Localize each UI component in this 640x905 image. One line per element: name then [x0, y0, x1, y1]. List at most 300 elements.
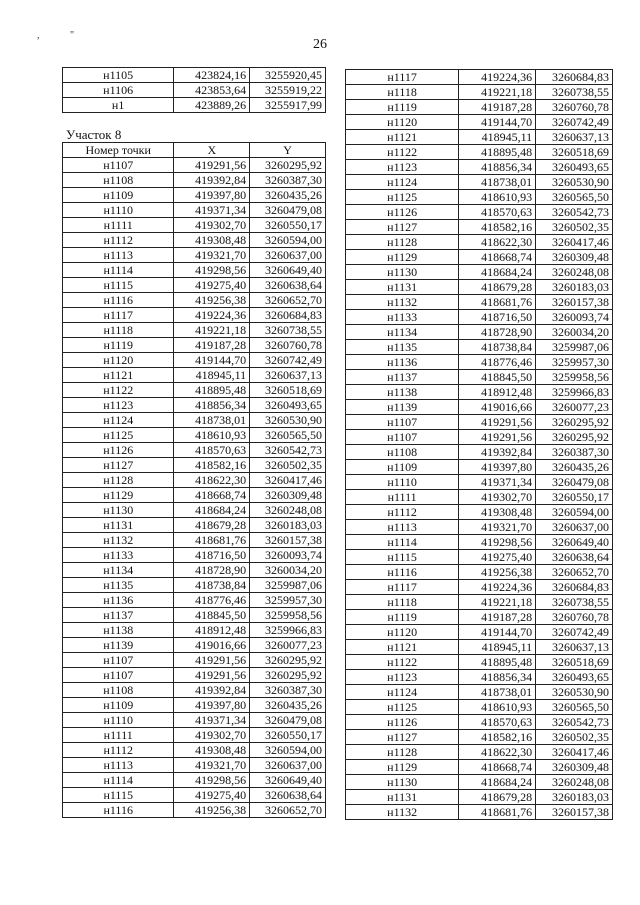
table-row	[63, 668, 326, 683]
table-row	[346, 700, 613, 715]
scan-mark-right: "	[70, 30, 75, 41]
point-number-cell: н1118	[346, 85, 459, 100]
x-coordinate-cell: 419302,70	[174, 218, 250, 233]
y-coordinate-cell: 3255920,45	[250, 68, 326, 83]
header-y: Y	[250, 143, 326, 158]
point-number-cell: н1122	[346, 655, 459, 670]
x-coordinate-cell: 418622,30	[174, 473, 250, 488]
table-row	[346, 595, 613, 610]
y-coordinate-cell: 3260760,78	[250, 338, 326, 353]
table-row	[63, 383, 326, 398]
table-row	[346, 445, 613, 460]
x-coordinate-cell: 419298,56	[174, 263, 250, 278]
coordinates-table-left	[62, 142, 326, 818]
table-row	[346, 115, 613, 130]
y-coordinate-cell: 3260638,64	[536, 550, 613, 565]
x-coordinate-cell: 418681,76	[459, 805, 536, 820]
table-row	[63, 158, 326, 173]
x-coordinate-cell: 419298,56	[459, 535, 536, 550]
table-row	[63, 203, 326, 218]
point-number-cell: н1126	[346, 715, 459, 730]
table-row	[63, 788, 326, 803]
point-number-cell: н1110	[63, 713, 174, 728]
y-coordinate-cell: 3260295,92	[536, 415, 613, 430]
table-row	[346, 745, 613, 760]
table-row	[346, 280, 613, 295]
y-coordinate-cell: 3260684,83	[250, 308, 326, 323]
point-number-cell: н1107	[63, 158, 174, 173]
y-coordinate-cell: 3260417,46	[536, 745, 613, 760]
point-number-cell: н1112	[63, 743, 174, 758]
table-row	[346, 295, 613, 310]
point-number-cell: н1133	[63, 548, 174, 563]
point-number-cell: н1121	[346, 130, 459, 145]
point-number-cell: н1109	[346, 460, 459, 475]
point-number-cell: н1129	[346, 250, 459, 265]
x-coordinate-cell: 419308,48	[174, 743, 250, 758]
table-row	[346, 520, 613, 535]
y-coordinate-cell: 3260387,30	[536, 445, 613, 460]
point-number-cell: н1138	[63, 623, 174, 638]
coordinates-table-right	[345, 69, 613, 820]
table-row	[346, 715, 613, 730]
y-coordinate-cell: 3260387,30	[250, 683, 326, 698]
point-number-cell: н1137	[63, 608, 174, 623]
y-coordinate-cell: 3260742,49	[536, 115, 613, 130]
point-number-cell: н1107	[63, 668, 174, 683]
point-number-cell: н1131	[63, 518, 174, 533]
table-row	[346, 655, 613, 670]
x-coordinate-cell: 419302,70	[459, 490, 536, 505]
x-coordinate-cell: 419308,48	[459, 505, 536, 520]
point-number-cell: н1131	[346, 790, 459, 805]
table-row	[63, 683, 326, 698]
y-coordinate-cell: 3260417,46	[250, 473, 326, 488]
table-row	[346, 250, 613, 265]
y-coordinate-cell: 3260295,92	[250, 158, 326, 173]
y-coordinate-cell: 3259966,83	[250, 623, 326, 638]
point-number-cell: н1107	[63, 653, 174, 668]
point-number-cell: н1136	[346, 355, 459, 370]
table-row	[346, 220, 613, 235]
point-number-cell: н1117	[346, 70, 459, 85]
table-row	[346, 415, 613, 430]
y-coordinate-cell: 3260295,92	[250, 653, 326, 668]
table-row	[346, 385, 613, 400]
table-row	[63, 413, 326, 428]
table-row	[346, 475, 613, 490]
table-row	[63, 638, 326, 653]
point-number-cell: н1127	[346, 220, 459, 235]
table-row	[346, 775, 613, 790]
x-coordinate-cell: 419275,40	[174, 788, 250, 803]
table-row	[346, 145, 613, 160]
table-row	[63, 443, 326, 458]
y-coordinate-cell: 3260435,26	[536, 460, 613, 475]
table-row	[63, 98, 326, 113]
point-number-cell: н1114	[63, 263, 174, 278]
y-coordinate-cell: 3260034,20	[250, 563, 326, 578]
y-coordinate-cell: 3260309,48	[536, 760, 613, 775]
y-coordinate-cell: 3260502,35	[536, 220, 613, 235]
point-number-cell: н1108	[63, 683, 174, 698]
y-coordinate-cell: 3260493,65	[536, 160, 613, 175]
table-row	[346, 430, 613, 445]
y-coordinate-cell: 3260652,70	[250, 293, 326, 308]
point-number-cell: н1126	[346, 205, 459, 220]
x-coordinate-cell: 418570,63	[459, 205, 536, 220]
y-coordinate-cell: 3260435,26	[250, 698, 326, 713]
table-row	[346, 265, 613, 280]
x-coordinate-cell: 423853,64	[174, 83, 250, 98]
table-row	[346, 565, 613, 580]
point-number-cell: н1119	[346, 610, 459, 625]
point-number-cell: н1113	[63, 758, 174, 773]
x-coordinate-cell: 418845,50	[459, 370, 536, 385]
y-coordinate-cell: 3260077,23	[250, 638, 326, 653]
point-number-cell: н1116	[63, 293, 174, 308]
point-number-cell: н1127	[63, 458, 174, 473]
point-number-cell: н1130	[346, 265, 459, 280]
table-row	[63, 518, 326, 533]
y-coordinate-cell: 3259987,06	[536, 340, 613, 355]
x-coordinate-cell: 419224,36	[459, 70, 536, 85]
x-coordinate-cell: 419291,56	[174, 668, 250, 683]
y-coordinate-cell: 3260502,35	[536, 730, 613, 745]
table-row	[63, 578, 326, 593]
point-number-cell: н1110	[63, 203, 174, 218]
point-number-cell: н1121	[63, 368, 174, 383]
x-coordinate-cell: 418684,24	[459, 265, 536, 280]
x-coordinate-cell: 418912,48	[174, 623, 250, 638]
table-row	[346, 130, 613, 145]
point-number-cell: н1128	[346, 235, 459, 250]
x-coordinate-cell: 419224,36	[459, 580, 536, 595]
x-coordinate-cell: 419397,80	[174, 188, 250, 203]
y-coordinate-cell: 3260638,64	[250, 278, 326, 293]
x-coordinate-cell: 418582,16	[459, 730, 536, 745]
x-coordinate-cell: 418681,76	[174, 533, 250, 548]
table-row	[346, 535, 613, 550]
point-number-cell: н1120	[63, 353, 174, 368]
x-coordinate-cell: 419016,66	[459, 400, 536, 415]
x-coordinate-cell: 419302,70	[174, 728, 250, 743]
point-number-cell: н1133	[346, 310, 459, 325]
x-coordinate-cell: 419224,36	[174, 308, 250, 323]
table-row	[63, 188, 326, 203]
y-coordinate-cell: 3260518,69	[250, 383, 326, 398]
x-coordinate-cell: 419144,70	[174, 353, 250, 368]
y-coordinate-cell: 3260248,08	[250, 503, 326, 518]
table-row	[63, 758, 326, 773]
x-coordinate-cell: 419371,34	[174, 713, 250, 728]
table-row	[346, 340, 613, 355]
table-row	[346, 730, 613, 745]
x-coordinate-cell: 418738,01	[174, 413, 250, 428]
y-coordinate-cell: 3260684,83	[536, 580, 613, 595]
y-coordinate-cell: 3259966,83	[536, 385, 613, 400]
x-coordinate-cell: 418738,01	[459, 175, 536, 190]
x-coordinate-cell: 419187,28	[459, 100, 536, 115]
y-coordinate-cell: 3260637,00	[536, 520, 613, 535]
y-coordinate-cell: 3260530,90	[250, 413, 326, 428]
table-row	[346, 490, 613, 505]
point-number-cell: н1114	[346, 535, 459, 550]
table-row	[63, 743, 326, 758]
point-number-cell: н1109	[63, 698, 174, 713]
x-coordinate-cell: 418856,34	[459, 160, 536, 175]
y-coordinate-cell: 3260542,73	[250, 443, 326, 458]
y-coordinate-cell: 3260542,73	[536, 205, 613, 220]
table-row	[346, 790, 613, 805]
coordinates-table-top	[62, 67, 326, 113]
x-coordinate-cell: 419275,40	[174, 278, 250, 293]
table-row	[63, 533, 326, 548]
table-row	[63, 548, 326, 563]
x-coordinate-cell: 418668,74	[459, 250, 536, 265]
x-coordinate-cell: 419291,56	[459, 415, 536, 430]
point-number-cell: н1128	[63, 473, 174, 488]
y-coordinate-cell: 3260183,03	[250, 518, 326, 533]
y-coordinate-cell: 3260417,46	[536, 235, 613, 250]
table-row	[346, 100, 613, 115]
table-row	[63, 473, 326, 488]
x-coordinate-cell: 418679,28	[459, 790, 536, 805]
table-row	[63, 728, 326, 743]
point-number-cell: н1115	[63, 788, 174, 803]
y-coordinate-cell: 3260309,48	[536, 250, 613, 265]
x-coordinate-cell: 419321,70	[174, 248, 250, 263]
x-coordinate-cell: 419291,56	[174, 653, 250, 668]
x-coordinate-cell: 419275,40	[459, 550, 536, 565]
point-number-cell: н1124	[346, 685, 459, 700]
point-number-cell: н1120	[346, 625, 459, 640]
x-coordinate-cell: 419291,56	[174, 158, 250, 173]
table-row	[63, 458, 326, 473]
point-number-cell: н1123	[346, 670, 459, 685]
y-coordinate-cell: 3260649,40	[250, 263, 326, 278]
table-row	[63, 323, 326, 338]
point-number-cell: н1137	[346, 370, 459, 385]
point-number-cell: н1121	[346, 640, 459, 655]
point-number-cell: н1114	[63, 773, 174, 788]
x-coordinate-cell: 419221,18	[174, 323, 250, 338]
table-header-row	[63, 143, 326, 158]
table-row	[346, 685, 613, 700]
point-number-cell: н1122	[346, 145, 459, 160]
x-coordinate-cell: 418610,93	[459, 700, 536, 715]
y-coordinate-cell: 3260093,74	[250, 548, 326, 563]
x-coordinate-cell: 418582,16	[174, 458, 250, 473]
point-number-cell: н1118	[346, 595, 459, 610]
x-coordinate-cell: 423889,26	[174, 98, 250, 113]
table-row	[346, 190, 613, 205]
y-coordinate-cell: 3260309,48	[250, 488, 326, 503]
x-coordinate-cell: 418945,11	[174, 368, 250, 383]
point-number-cell: н1111	[63, 728, 174, 743]
x-coordinate-cell: 419392,84	[459, 445, 536, 460]
x-coordinate-cell: 418684,24	[459, 775, 536, 790]
x-coordinate-cell: 418610,93	[459, 190, 536, 205]
point-number-cell: н1135	[346, 340, 459, 355]
y-coordinate-cell: 3260542,73	[536, 715, 613, 730]
table-row	[63, 488, 326, 503]
point-number-cell: н1130	[63, 503, 174, 518]
table-row	[63, 563, 326, 578]
y-coordinate-cell: 3260565,50	[250, 428, 326, 443]
x-coordinate-cell: 418684,24	[174, 503, 250, 518]
table-row	[63, 773, 326, 788]
y-coordinate-cell: 3260493,65	[536, 670, 613, 685]
header-x: X	[174, 143, 250, 158]
y-coordinate-cell: 3260479,08	[250, 713, 326, 728]
x-coordinate-cell: 418728,90	[174, 563, 250, 578]
point-number-cell: н1129	[63, 488, 174, 503]
x-coordinate-cell: 418668,74	[174, 488, 250, 503]
table-row	[346, 670, 613, 685]
y-coordinate-cell: 3259958,56	[250, 608, 326, 623]
y-coordinate-cell: 3260502,35	[250, 458, 326, 473]
y-coordinate-cell: 3260760,78	[536, 610, 613, 625]
point-number-cell: н1138	[346, 385, 459, 400]
point-number-cell: н1136	[63, 593, 174, 608]
point-number-cell: н1115	[346, 550, 459, 565]
y-coordinate-cell: 3260652,70	[250, 803, 326, 818]
x-coordinate-cell: 418570,63	[174, 443, 250, 458]
table-row	[346, 505, 613, 520]
point-number-cell: н1125	[346, 700, 459, 715]
table-row	[63, 608, 326, 623]
point-number-cell: н1113	[63, 248, 174, 263]
y-coordinate-cell: 3260550,17	[250, 218, 326, 233]
x-coordinate-cell: 418716,50	[459, 310, 536, 325]
y-coordinate-cell: 3260652,70	[536, 565, 613, 580]
y-coordinate-cell: 3260637,13	[536, 130, 613, 145]
table-row	[63, 503, 326, 518]
point-number-cell: н1130	[346, 775, 459, 790]
table-row	[63, 233, 326, 248]
section-title: Участок 8	[66, 127, 122, 142]
point-number-cell: н1125	[346, 190, 459, 205]
point-number-cell: н1139	[346, 400, 459, 415]
table-row	[63, 353, 326, 368]
point-number-cell: н1116	[346, 565, 459, 580]
x-coordinate-cell: 418738,01	[459, 685, 536, 700]
y-coordinate-cell: 3260435,26	[250, 188, 326, 203]
point-number-cell: н1	[63, 98, 174, 113]
y-coordinate-cell: 3260248,08	[536, 775, 613, 790]
x-coordinate-cell: 419392,84	[174, 683, 250, 698]
x-coordinate-cell: 419298,56	[174, 773, 250, 788]
x-coordinate-cell: 419221,18	[459, 595, 536, 610]
x-coordinate-cell: 418895,48	[459, 655, 536, 670]
x-coordinate-cell: 419308,48	[174, 233, 250, 248]
point-number-cell: н1134	[346, 325, 459, 340]
x-coordinate-cell: 419256,38	[174, 293, 250, 308]
table-row	[346, 205, 613, 220]
table-row	[63, 218, 326, 233]
x-coordinate-cell: 418622,30	[459, 235, 536, 250]
table-row	[63, 368, 326, 383]
x-coordinate-cell: 419144,70	[459, 115, 536, 130]
point-number-cell: н1128	[346, 745, 459, 760]
y-coordinate-cell: 3260565,50	[536, 700, 613, 715]
point-number-cell: н1127	[346, 730, 459, 745]
table-row	[346, 400, 613, 415]
x-coordinate-cell: 418845,50	[174, 608, 250, 623]
y-coordinate-cell: 3260034,20	[536, 325, 613, 340]
y-coordinate-cell: 3260738,55	[536, 595, 613, 610]
table-row	[63, 398, 326, 413]
y-coordinate-cell: 3260387,30	[250, 173, 326, 188]
table-row	[346, 580, 613, 595]
y-coordinate-cell: 3260077,23	[536, 400, 613, 415]
x-coordinate-cell: 418681,76	[459, 295, 536, 310]
y-coordinate-cell: 3260530,90	[536, 685, 613, 700]
point-number-cell: н1105	[63, 68, 174, 83]
y-coordinate-cell: 3260637,13	[250, 368, 326, 383]
table-row	[346, 460, 613, 475]
y-coordinate-cell: 3260479,08	[250, 203, 326, 218]
table-row	[63, 173, 326, 188]
x-coordinate-cell: 419392,84	[174, 173, 250, 188]
table-row	[346, 625, 613, 640]
point-number-cell: н1107	[346, 430, 459, 445]
x-coordinate-cell: 418716,50	[174, 548, 250, 563]
table-row	[346, 175, 613, 190]
x-coordinate-cell: 419144,70	[459, 625, 536, 640]
point-number-cell: н1113	[346, 520, 459, 535]
x-coordinate-cell: 418622,30	[459, 745, 536, 760]
x-coordinate-cell: 418895,48	[174, 383, 250, 398]
table-row	[63, 623, 326, 638]
point-number-cell: н1139	[63, 638, 174, 653]
point-number-cell: н1120	[346, 115, 459, 130]
table-row	[346, 235, 613, 250]
point-number-cell: н1124	[346, 175, 459, 190]
y-coordinate-cell: 3260295,92	[250, 668, 326, 683]
point-number-cell: н1134	[63, 563, 174, 578]
x-coordinate-cell: 423824,16	[174, 68, 250, 83]
y-coordinate-cell: 3260157,38	[250, 533, 326, 548]
table-row	[346, 85, 613, 100]
x-coordinate-cell: 419397,80	[174, 698, 250, 713]
x-coordinate-cell: 418912,48	[459, 385, 536, 400]
table-row	[63, 803, 326, 818]
x-coordinate-cell: 418945,11	[459, 130, 536, 145]
table-row	[63, 278, 326, 293]
x-coordinate-cell: 418582,16	[459, 220, 536, 235]
x-coordinate-cell: 419321,70	[174, 758, 250, 773]
x-coordinate-cell: 418895,48	[459, 145, 536, 160]
table-row	[346, 805, 613, 820]
y-coordinate-cell: 3260157,38	[536, 295, 613, 310]
point-number-cell: н1119	[63, 338, 174, 353]
point-number-cell: н1135	[63, 578, 174, 593]
y-coordinate-cell: 3260550,17	[250, 728, 326, 743]
table-row	[63, 293, 326, 308]
table-row	[346, 610, 613, 625]
x-coordinate-cell: 419187,28	[459, 610, 536, 625]
y-coordinate-cell: 3260518,69	[536, 655, 613, 670]
y-coordinate-cell: 3255917,99	[250, 98, 326, 113]
y-coordinate-cell: 3260637,13	[536, 640, 613, 655]
y-coordinate-cell: 3260183,03	[536, 790, 613, 805]
y-coordinate-cell: 3260248,08	[536, 265, 613, 280]
header-point-number: Номер точки	[63, 143, 174, 158]
x-coordinate-cell: 418776,46	[459, 355, 536, 370]
y-coordinate-cell: 3260093,74	[536, 310, 613, 325]
